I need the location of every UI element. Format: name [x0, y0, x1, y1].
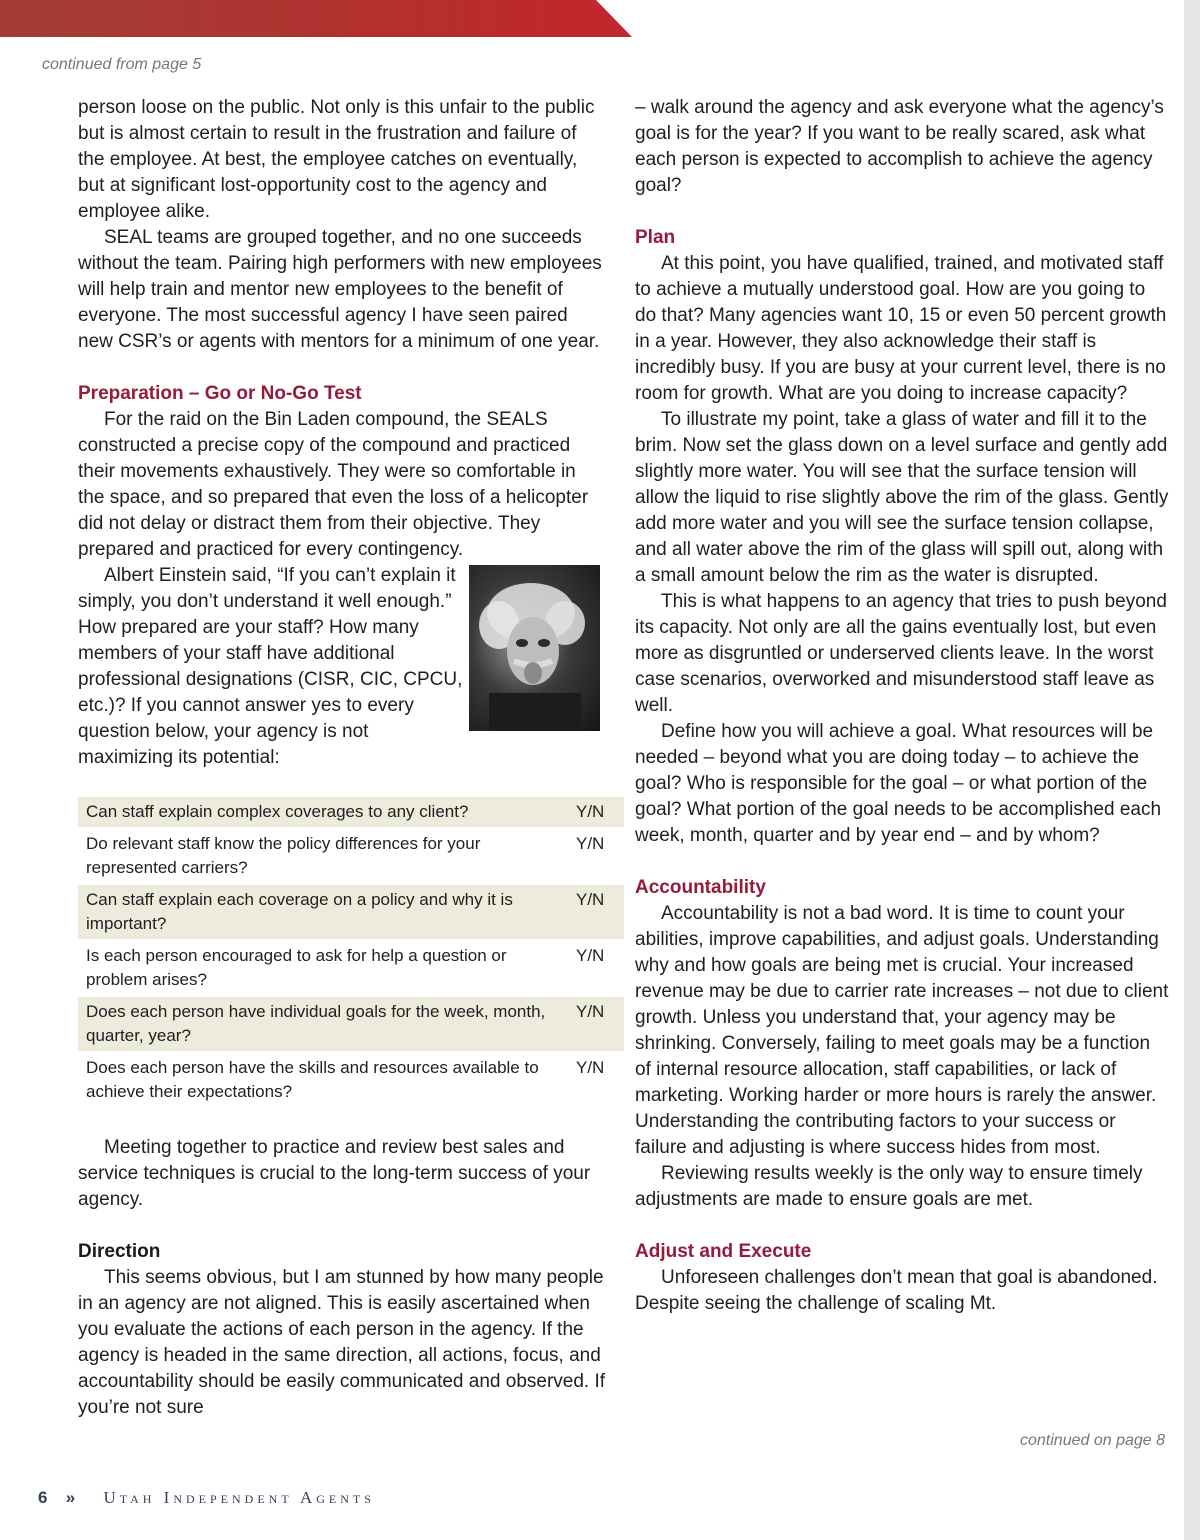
checklist-answer: Y/N: [576, 940, 624, 996]
preparedness-checklist: [78, 797, 624, 1109]
top-banner: [0, 0, 632, 37]
chevron-separator-icon: »: [65, 1488, 74, 1507]
paragraph: Unforeseen challenges don’t mean that goal is abandoned. Despite seeing the challenge of scaling Mt.: [635, 1267, 1158, 1314]
checklist-answer: Y/N: [576, 797, 624, 828]
paragraph: Meeting together to practice and review best sales and service techniques is crucial to the long-term success of your agency.: [78, 1137, 591, 1210]
paragraph: For the raid on the Bin Laden compound, the SEALS constructed a precise copy of the compound and practiced their movements exhaustively. They were so comfortable in the space, and so prepared that even the loss of a helicopter did not delay or distract them from their objective. They prepared and practiced for every contingency.: [78, 409, 589, 560]
page-edge: [1184, 0, 1200, 1540]
checklist-question: Does each person have the skills and resources available to achieve their expectations?: [78, 1052, 576, 1108]
table-row: [78, 884, 624, 940]
paragraph: To illustrate my point, take a glass of water and fill it to the brim. Now set the glass down on a level surface and gently add slightly more water. You will see that the surface tension will allow the liquid to rise slightly above the rim of the glass. Gently add more water and you will see the surface tension collapse, and all water above the rim of the glass will spill out, along with a small amount below the rim as the water is disrupted.: [635, 409, 1169, 586]
table-row: [78, 828, 624, 884]
section-heading-adjust-execute: Adjust and Execute: [635, 1241, 812, 1262]
table-row: [78, 996, 624, 1052]
paragraph: Albert Einstein said, “If you can’t explain it simply, you don’t understand it well enough.” How prepared are your staff? How many members of your staff have additional professional designations (CISR, CIC, CPCU, etc.)? If you cannot answer yes to every question below, your agency is not maximizing its potential:: [78, 565, 463, 768]
einstein-block: [78, 563, 606, 771]
page-number: 6: [38, 1488, 48, 1507]
continued-on-note: continued on page 8: [1020, 1432, 1166, 1449]
table-row: [78, 1052, 624, 1108]
paragraph: SEAL teams are grouped together, and no one succeeds without the team. Pairing high performers with new employees will help train and mentor new employees to the benefit of everyone. The most successful agency I have seen paired new CSR’s or agents with mentors for a minimum of one year.: [78, 227, 602, 352]
section-heading-accountability: Accountability: [635, 877, 766, 898]
checklist-question: Is each person encouraged to ask for help a question or problem arises?: [78, 940, 576, 996]
paragraph: person loose on the public. Not only is this unfair to the public but is almost certain to result in the frustration and failure of the employee. At best, the employee catches on eventually, but at significant lost-opportunity cost to the agency and employee alike.: [78, 97, 595, 222]
page-footer: [38, 1488, 375, 1508]
right-column: [635, 95, 1170, 1317]
checklist-answer: Y/N: [576, 828, 624, 884]
paragraph: This seems obvious, but I am stunned by how many people in an agency are not aligned. This is easily ascertained when you evaluate the actions of each person in the agency. If the agency is headed in the same direction, all actions, focus, and accountability should be easily communicated and observed. If you’re not sure: [78, 1267, 606, 1418]
publication-name: Utah Independent Agents: [103, 1488, 375, 1507]
paragraph: This is what happens to an agency that tries to push beyond its capacity. Not only are all the gains eventually lost, but even more as disgruntled or underserved clients leave. In the worst case scenarios, overworked and misunderstood staff leave as well.: [635, 591, 1167, 716]
paragraph: Reviewing results weekly is the only way to ensure timely adjustments are made to ensure goals are met.: [635, 1163, 1143, 1210]
checklist-answer: Y/N: [576, 996, 624, 1052]
continued-from-note: continued from page 5: [42, 56, 202, 73]
table-row: [78, 940, 624, 996]
section-heading-direction: Direction: [78, 1241, 161, 1262]
section-heading-preparation: Preparation – Go or No-Go Test: [78, 383, 362, 404]
paragraph: – walk around the agency and ask everyone what the agency’s goal is for the year? If you want to be really scared, ask what each person is expected to accomplish to achieve the agency goal?: [635, 97, 1164, 196]
checklist-question: Does each person have individual goals for the week, month, quarter, year?: [78, 996, 576, 1052]
table-row: [78, 797, 624, 828]
checklist-question: Can staff explain complex coverages to any client?: [78, 797, 576, 828]
einstein-photo: [469, 565, 600, 731]
paragraph: Define how you will achieve a goal. What resources will be needed – beyond what you are doing today – to achieve the goal? Who is responsible for the goal – or what portion of the goal? What portion of the goal needs to be accomplished each week, month, quarter and by year end – and by whom?: [635, 721, 1162, 846]
checklist-answer: Y/N: [576, 884, 624, 940]
checklist-answer: Y/N: [576, 1052, 624, 1108]
paragraph: At this point, you have qualified, trained, and motivated staff to achieve a mutually understood goal. How are you going to do that? Many agencies want 10, 15 or even 50 percent growth in a year. However, they also acknowledge their staff is incredibly busy. If you are busy at your current level, there is no room for growth. What are you doing to increase capacity?: [635, 253, 1167, 404]
checklist-question: Can staff explain each coverage on a policy and why it is important?: [78, 884, 576, 940]
section-heading-plan: Plan: [635, 227, 676, 248]
left-column: [78, 95, 606, 1421]
checklist-question: Do relevant staff know the policy differences for your represented carriers?: [78, 828, 576, 884]
paragraph: Accountability is not a bad word. It is time to count your abilities, improve capabilities, and adjust goals. Understanding why and how goals are being met is crucial. Your increased revenue may be due to carrier rate increases – not due to client growth. Unless you understand that, your agency may be shrinking. Conversely, failing to meet goals may be a function of internal resource allocation, staff capabilities, or lack of marketing. Working harder or more hours is rarely the answer. Understanding the contributing factors to your success or failure and adjusting is where success hides from most.: [635, 903, 1169, 1158]
